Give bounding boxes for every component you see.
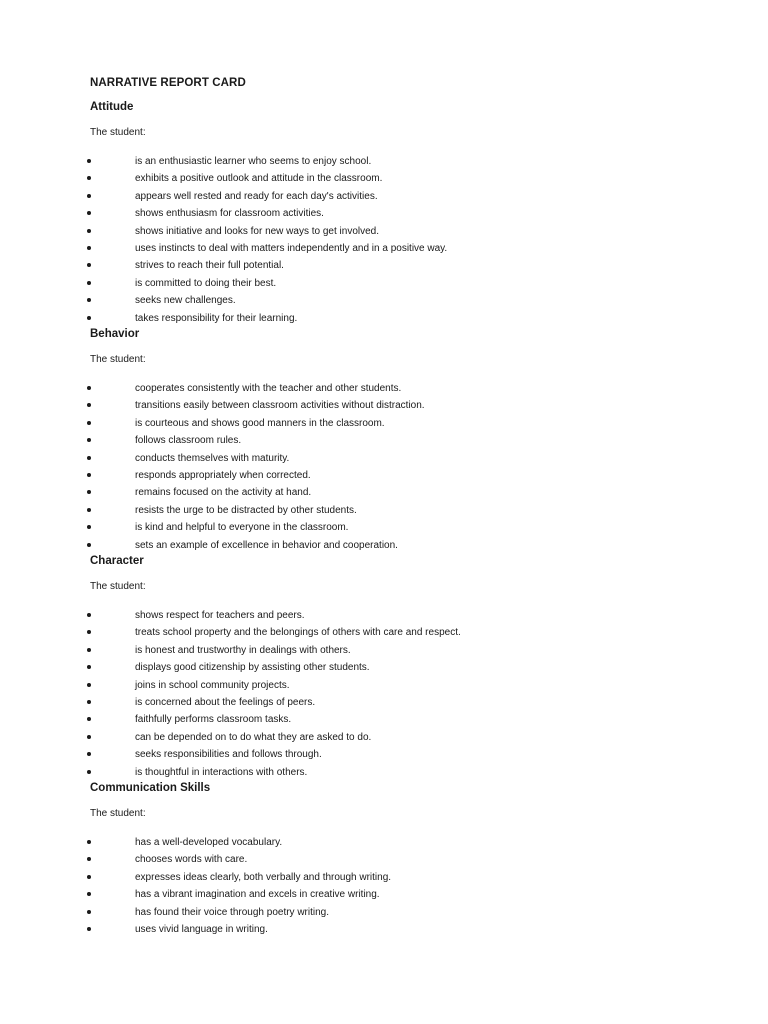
list-item	[0, 519, 768, 536]
list-item	[0, 310, 768, 327]
bullet-icon	[87, 473, 91, 477]
bullet-icon	[87, 176, 91, 180]
bullet-icon	[87, 211, 91, 215]
list-item-text: chooses words with care.	[135, 854, 248, 866]
bullet-icon	[87, 229, 91, 233]
list-item	[0, 851, 768, 868]
bullet-icon	[87, 630, 91, 634]
list-item	[0, 869, 768, 886]
list-item	[0, 659, 768, 676]
list-item-text: uses instincts to deal with matters independently and in a positive way.	[135, 242, 448, 254]
list-item-text: shows initiative and looks for new ways to get involved.	[135, 225, 380, 237]
list-item	[0, 694, 768, 711]
list-item	[0, 205, 768, 222]
list-item-text: sets an example of excellence in behavior and cooperation.	[135, 539, 398, 551]
list-item	[0, 397, 768, 414]
list-item-text: follows classroom rules.	[135, 435, 242, 447]
list-item	[0, 677, 768, 694]
list-item-text: responds appropriately when corrected.	[135, 469, 311, 481]
section-intro: The student:	[90, 354, 146, 365]
list-item-text: has a well-developed vocabulary.	[135, 837, 283, 848]
bullet-list	[0, 834, 768, 938]
list-item-text: takes responsibility for their learning.	[135, 312, 298, 324]
list-item-text: appears well rested and ready for each day's activities.	[135, 190, 378, 202]
bullet-icon	[87, 159, 91, 163]
list-item	[0, 607, 768, 624]
list-item	[0, 380, 768, 397]
list-item-text: seeks new challenges.	[135, 295, 236, 307]
section-intro: The student:	[90, 127, 146, 138]
bullet-icon	[87, 875, 91, 879]
bullet-icon	[87, 403, 91, 407]
list-item	[0, 729, 768, 746]
bullet-icon	[87, 752, 91, 756]
bullet-icon	[87, 840, 91, 844]
bullet-icon	[87, 770, 91, 774]
list-item-text: seeks responsibilities and follows through.	[135, 749, 322, 761]
list-item	[0, 240, 768, 257]
document-title: NARRATIVE REPORT CARD	[90, 77, 246, 89]
bullet-icon	[87, 508, 91, 512]
bullet-icon	[87, 857, 91, 861]
list-item	[0, 711, 768, 728]
list-item-text: is concerned about the feelings of peers.	[135, 696, 316, 708]
list-item-text: cooperates consistently with the teacher and other students.	[135, 383, 402, 394]
bullet-icon	[87, 717, 91, 721]
list-item-text: shows enthusiasm for classroom activities.	[135, 208, 324, 220]
list-item	[0, 502, 768, 519]
section-heading: Communication Skills	[90, 782, 211, 794]
list-item-text: displays good citizenship by assisting other students.	[135, 662, 370, 674]
bullet-list	[0, 380, 768, 554]
bullet-icon	[87, 438, 91, 442]
bullet-icon	[87, 648, 91, 652]
list-item	[0, 484, 768, 501]
list-item	[0, 170, 768, 187]
list-item-text: is courteous and shows good manners in the classroom.	[135, 417, 385, 429]
bullet-icon	[87, 927, 91, 931]
list-item	[0, 764, 768, 781]
list-item-text: shows respect for teachers and peers.	[135, 610, 305, 621]
bullet-icon	[87, 456, 91, 460]
bullet-icon	[87, 316, 91, 320]
list-item	[0, 642, 768, 659]
bullet-icon	[87, 281, 91, 285]
list-item	[0, 275, 768, 292]
bullet-icon	[87, 386, 91, 390]
list-item	[0, 415, 768, 432]
list-item-text: can be depended on to do what they are asked to do.	[135, 731, 372, 743]
bullet-list	[0, 607, 768, 781]
bullet-icon	[87, 421, 91, 425]
bullet-icon	[87, 910, 91, 914]
list-item-text: is thoughtful in interactions with others.	[135, 766, 308, 778]
bullet-icon	[87, 665, 91, 669]
list-item	[0, 886, 768, 903]
list-item-text: strives to reach their full potential.	[135, 260, 284, 272]
list-item	[0, 467, 768, 484]
section-intro: The student:	[90, 808, 146, 819]
section-intro: The student:	[90, 581, 146, 592]
list-item	[0, 537, 768, 554]
list-item-text: is committed to doing their best.	[135, 277, 277, 289]
bullet-icon	[87, 892, 91, 896]
list-item	[0, 450, 768, 467]
list-item	[0, 432, 768, 449]
bullet-icon	[87, 263, 91, 267]
bullet-icon	[87, 194, 91, 198]
bullet-icon	[87, 246, 91, 250]
list-item-text: treats school property and the belongings of others with care and respect.	[135, 627, 461, 639]
list-item-text: transitions easily between classroom activities without distraction.	[135, 400, 425, 412]
bullet-list	[0, 153, 768, 327]
list-item	[0, 746, 768, 763]
list-item	[0, 153, 768, 170]
section-heading: Character	[90, 555, 144, 567]
list-item-text: exhibits a positive outlook and attitude in the classroom.	[135, 173, 383, 185]
bullet-icon	[87, 298, 91, 302]
list-item-text: is kind and helpful to everyone in the classroom.	[135, 522, 349, 534]
list-item-text: remains focused on the activity at hand.	[135, 487, 312, 499]
list-item	[0, 624, 768, 641]
bullet-icon	[87, 683, 91, 687]
list-item-text: has a vibrant imagination and excels in creative writing.	[135, 889, 380, 901]
list-item-text: conducts themselves with maturity.	[135, 452, 290, 464]
list-item-text: expresses ideas clearly, both verbally and through writing.	[135, 871, 392, 883]
list-item	[0, 921, 768, 938]
list-item-text: resists the urge to be distracted by other students.	[135, 504, 357, 516]
list-item-text: is honest and trustworthy in dealings with others.	[135, 644, 351, 656]
bullet-icon	[87, 490, 91, 494]
section-heading: Behavior	[90, 328, 140, 340]
list-item-text: joins in school community projects.	[135, 679, 290, 691]
list-item-text: uses vivid language in writing.	[135, 923, 268, 935]
bullet-icon	[87, 613, 91, 617]
list-item-text: has found their voice through poetry writing.	[135, 906, 329, 918]
list-item	[0, 223, 768, 240]
list-item-text: is an enthusiastic learner who seems to enjoy school.	[135, 156, 372, 167]
list-item	[0, 188, 768, 205]
bullet-icon	[87, 735, 91, 739]
section-heading: Attitude	[90, 101, 134, 113]
bullet-icon	[87, 543, 91, 547]
bullet-icon	[87, 700, 91, 704]
list-item	[0, 904, 768, 921]
bullet-icon	[87, 525, 91, 529]
list-item-text: faithfully performs classroom tasks.	[135, 714, 292, 726]
list-item	[0, 292, 768, 309]
list-item	[0, 257, 768, 274]
list-item	[0, 834, 768, 851]
